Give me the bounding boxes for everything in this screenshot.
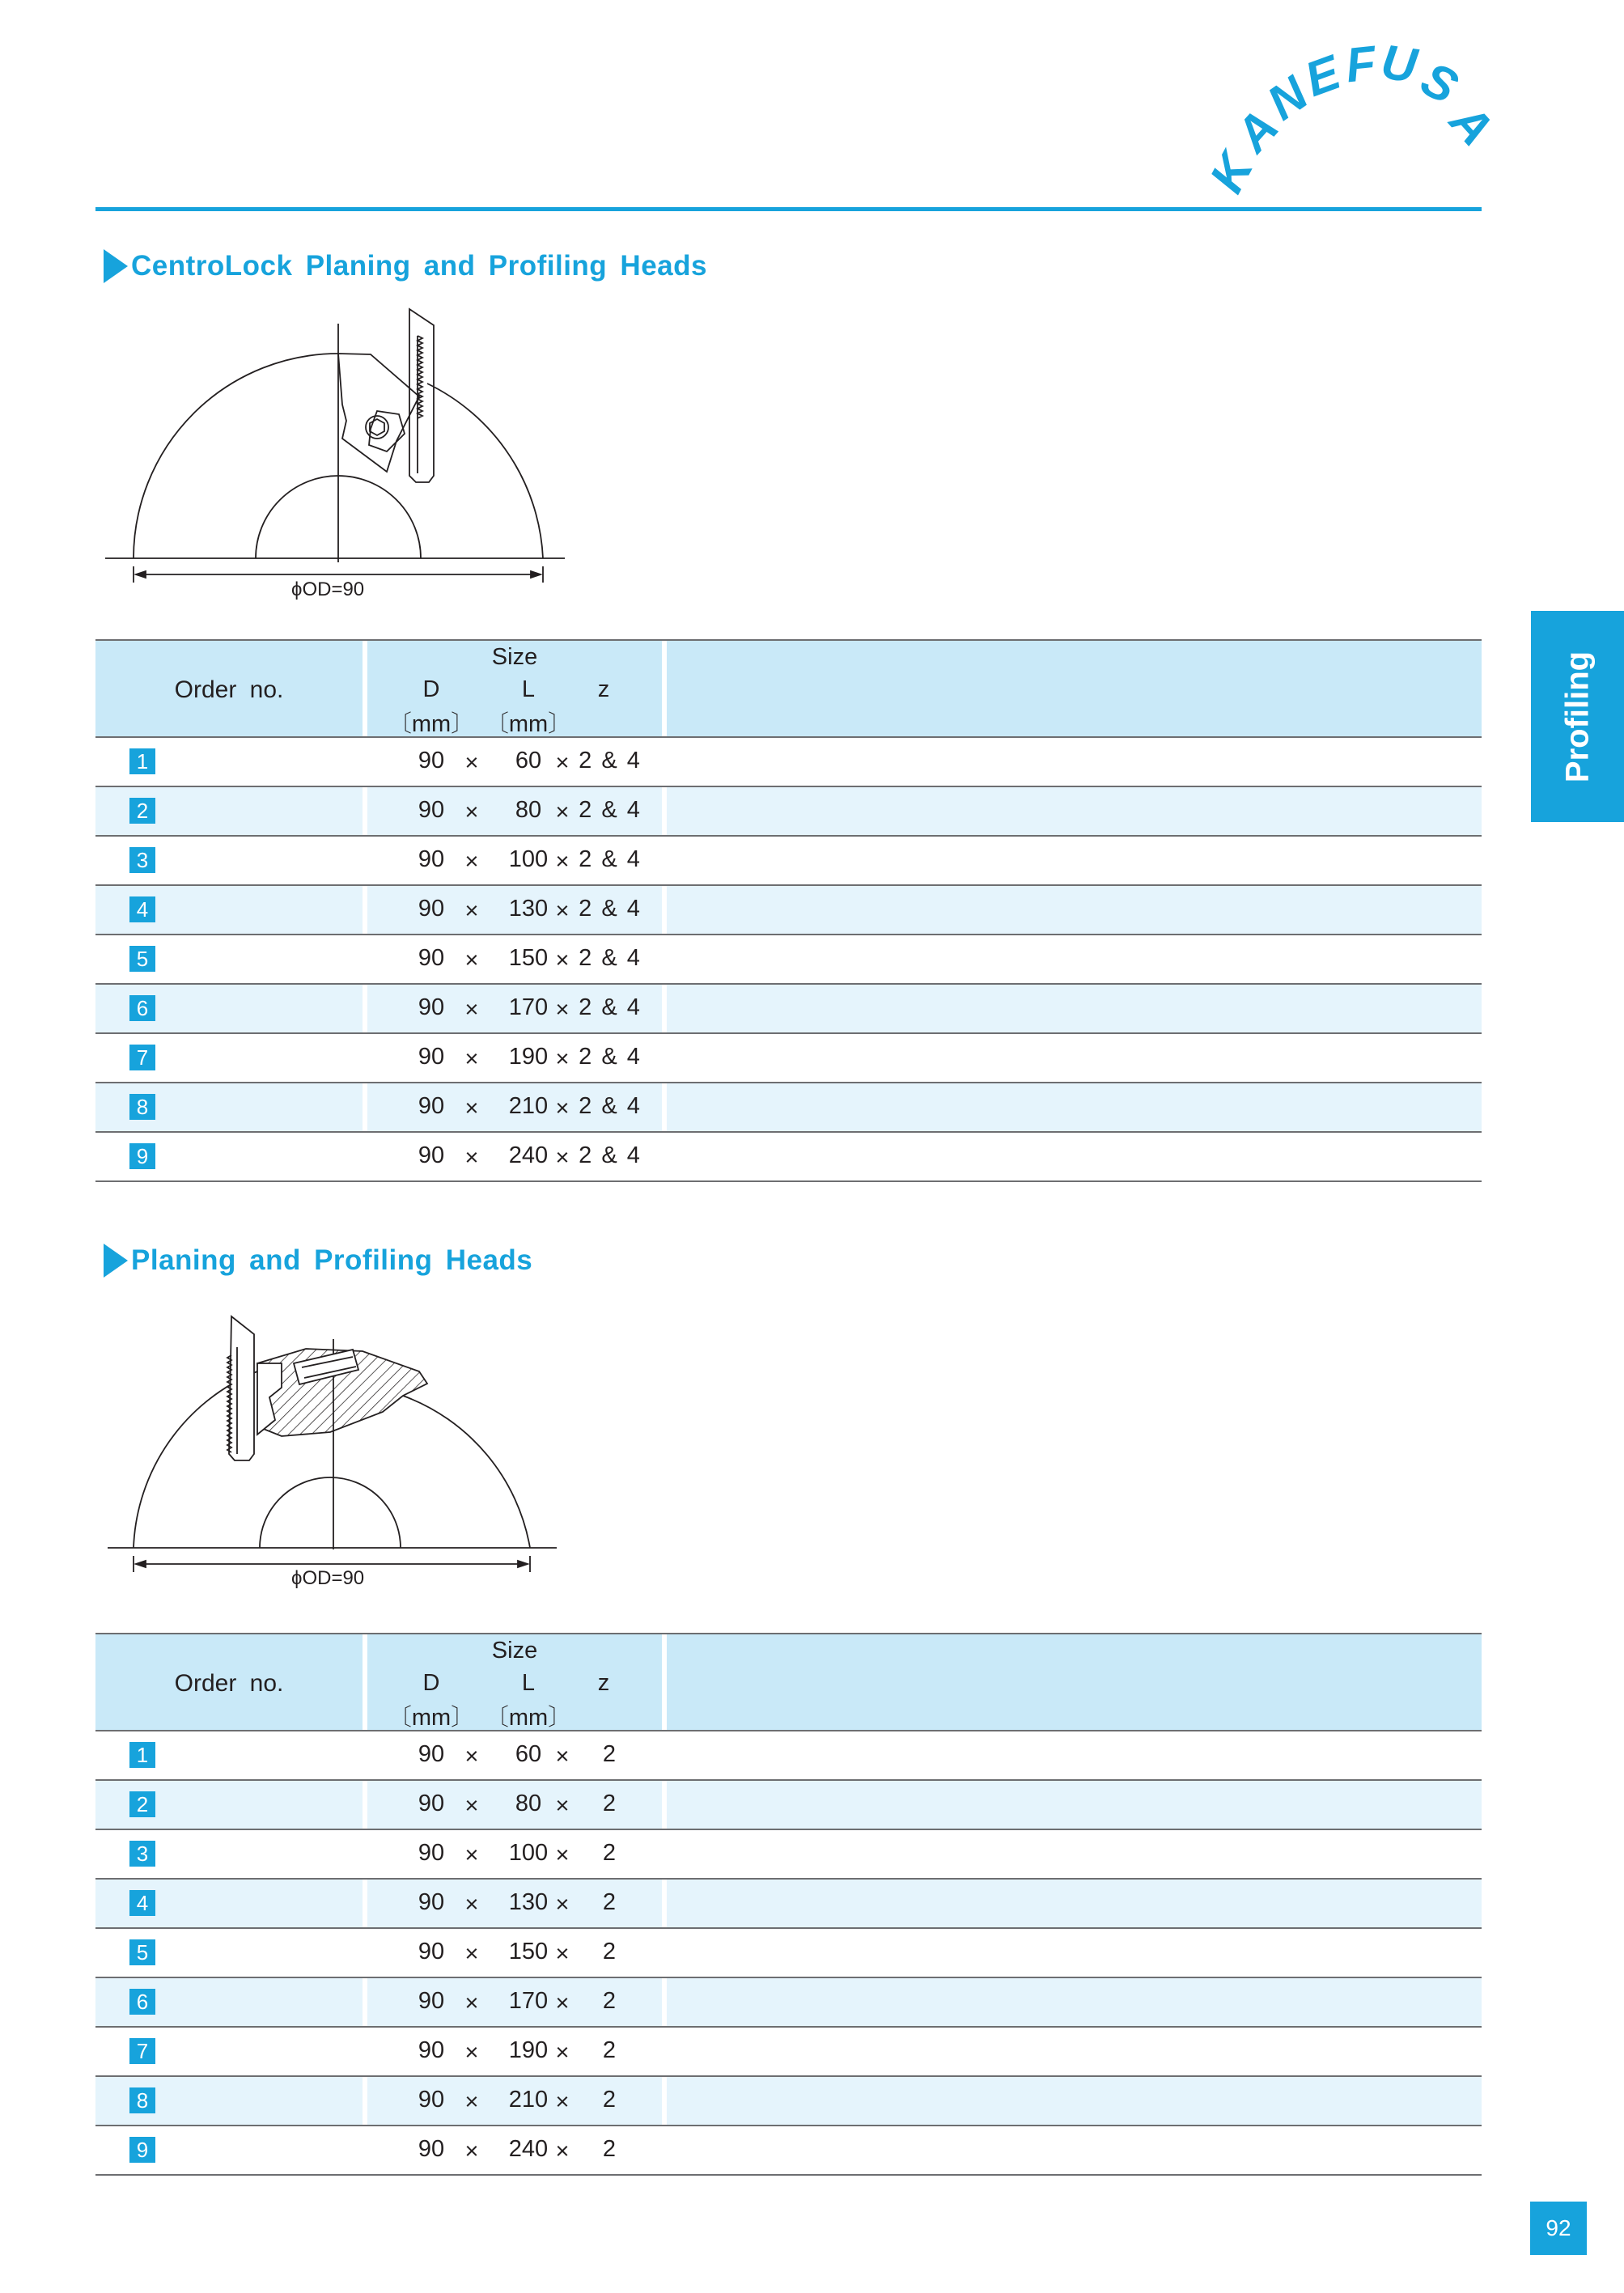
section-title-text: Planing and Profiling Heads [131, 1244, 533, 1276]
order-number-badge: 1 [129, 748, 155, 774]
table-row [95, 985, 1482, 1034]
header-l: L [521, 1670, 536, 1696]
table-body [95, 1731, 1482, 2176]
times-sign: × [555, 2138, 570, 2164]
order-number-badge: 2 [129, 798, 155, 824]
times-sign: × [464, 2089, 479, 2115]
times-sign: × [555, 947, 570, 973]
header-size: Size [491, 1638, 538, 1664]
header-unit-d: 〔mm〕 [388, 1705, 475, 1731]
size-l: 100 [508, 1840, 549, 1866]
header-unit-d: 〔mm〕 [388, 711, 475, 737]
times-sign: × [555, 1145, 570, 1171]
table-row [95, 1929, 1482, 1978]
times-sign: × [464, 947, 479, 973]
table-body [95, 738, 1482, 1182]
table-row [95, 886, 1482, 935]
teeth-z: 2 & 4 [579, 797, 640, 823]
times-sign: × [464, 2138, 479, 2164]
order-number-badge: 4 [129, 1890, 155, 1916]
times-sign: × [555, 1096, 570, 1121]
size-l: 210 [508, 2087, 549, 2113]
teeth-z: 2 [602, 1939, 617, 1965]
times-sign: × [464, 799, 479, 825]
teeth-z: 2 [602, 2087, 617, 2113]
svg-text:A: A [1440, 93, 1504, 156]
order-number-badge: 5 [129, 946, 155, 972]
teeth-z: 2 & 4 [579, 1142, 640, 1168]
table-row [95, 1731, 1482, 1781]
times-sign: × [464, 849, 479, 875]
table-row [95, 2028, 1482, 2077]
header-d: D [422, 676, 440, 702]
size-l: 100 [508, 846, 549, 872]
times-sign: × [555, 997, 570, 1023]
size-l: 190 [508, 2037, 549, 2063]
size-d: 90 [418, 1889, 445, 1915]
size-d: 90 [418, 846, 445, 872]
section-title-planing [104, 1244, 532, 1278]
teeth-z: 2 & 4 [579, 846, 640, 872]
order-number-badge: 3 [129, 1841, 155, 1867]
teeth-z: 2 [602, 1840, 617, 1866]
size-d: 90 [418, 994, 445, 1020]
svg-text:U: U [1377, 34, 1421, 93]
header-unit-l: 〔mm〕 [485, 711, 572, 737]
order-number-badge: 9 [129, 1143, 155, 1169]
times-sign: × [555, 1990, 570, 2016]
times-sign: × [464, 1892, 479, 1918]
header-d: D [422, 1670, 440, 1696]
svg-text:A: A [1224, 100, 1289, 163]
size-l: 210 [508, 1093, 549, 1119]
size-d: 90 [418, 1840, 445, 1866]
svg-text:N: N [1257, 66, 1318, 131]
times-sign: × [464, 997, 479, 1023]
times-sign: × [555, 750, 570, 776]
order-number-badge: 4 [129, 896, 155, 922]
table-row [95, 935, 1482, 985]
svg-text:K: K [1198, 144, 1264, 201]
times-sign: × [555, 898, 570, 924]
header-size: Size [491, 644, 538, 670]
size-d: 90 [418, 1988, 445, 2014]
size-l: 150 [508, 1939, 549, 1965]
size-d: 90 [418, 1093, 445, 1119]
triangle-bullet-icon [104, 1244, 128, 1278]
table-row [95, 1133, 1482, 1182]
times-sign: × [464, 1842, 479, 1868]
times-sign: × [555, 2040, 570, 2066]
table-row [95, 837, 1482, 886]
header-unit-l: 〔mm〕 [485, 1705, 572, 1731]
times-sign: × [555, 1941, 570, 1967]
centrolock-order-table [95, 639, 1482, 1182]
size-l: 240 [508, 1142, 549, 1168]
order-number-badge: 8 [129, 2087, 155, 2113]
size-d: 90 [418, 1741, 445, 1767]
times-sign: × [464, 1990, 479, 2016]
table-row [95, 1978, 1482, 2028]
size-d: 90 [418, 2087, 445, 2113]
times-sign: × [555, 1793, 570, 1819]
size-l: 80 [515, 1791, 542, 1816]
dimension-label: ϕOD=90 [291, 579, 365, 600]
planing-order-table [95, 1633, 1482, 2176]
teeth-z: 2 & 4 [579, 994, 640, 1020]
times-sign: × [555, 799, 570, 825]
table-header [95, 639, 1482, 738]
size-l: 190 [508, 1044, 549, 1070]
times-sign: × [464, 898, 479, 924]
table-row [95, 2126, 1482, 2176]
teeth-z: 2 [602, 1988, 617, 2014]
size-l: 130 [508, 1889, 549, 1915]
table-row [95, 1034, 1482, 1083]
order-number-badge: 9 [129, 2137, 155, 2163]
size-d: 90 [418, 896, 445, 922]
svg-text:E: E [1298, 45, 1347, 108]
teeth-z: 2 & 4 [579, 748, 640, 774]
kanefusa-logo [1198, 34, 1513, 202]
size-d: 90 [418, 1939, 445, 1965]
section-title-text: CentroLock Planing and Profiling Heads [131, 250, 707, 282]
table-header [95, 1633, 1482, 1731]
teeth-z: 2 & 4 [579, 1044, 640, 1070]
times-sign: × [555, 1892, 570, 1918]
size-d: 90 [418, 2037, 445, 2063]
order-number-badge: 2 [129, 1791, 155, 1817]
svg-text:F: F [1342, 36, 1379, 93]
order-number-badge: 8 [129, 1094, 155, 1120]
section-title-centrolock [104, 249, 707, 283]
size-l: 80 [515, 797, 542, 823]
times-sign: × [555, 1744, 570, 1770]
times-sign: × [555, 1046, 570, 1072]
triangle-bullet-icon [104, 249, 128, 283]
header-z: z [597, 676, 610, 702]
size-d: 90 [418, 1142, 445, 1168]
size-d: 90 [418, 748, 445, 774]
times-sign: × [555, 2089, 570, 2115]
centrolock-head-diagram [95, 299, 581, 591]
teeth-z: 2 & 4 [579, 896, 640, 922]
table-row [95, 787, 1482, 837]
size-d: 90 [418, 797, 445, 823]
svg-text:S: S [1412, 51, 1467, 115]
size-l: 60 [515, 748, 542, 774]
teeth-z: 2 [602, 2136, 617, 2162]
teeth-z: 2 [602, 1791, 617, 1816]
size-l: 170 [508, 994, 549, 1020]
size-d: 90 [418, 1791, 445, 1816]
order-number-badge: 1 [129, 1742, 155, 1768]
header-z: z [597, 1670, 610, 1696]
teeth-z: 2 [602, 1889, 617, 1915]
size-d: 90 [418, 945, 445, 971]
times-sign: × [464, 1744, 479, 1770]
dimension-label: ϕOD=90 [291, 1567, 365, 1589]
times-sign: × [464, 1793, 479, 1819]
order-number-badge: 7 [129, 1045, 155, 1070]
size-l: 170 [508, 1988, 549, 2014]
table-row [95, 2077, 1482, 2126]
size-l: 240 [508, 2136, 549, 2162]
size-l: 150 [508, 945, 549, 971]
side-tab-profiling [1531, 611, 1624, 822]
teeth-z: 2 & 4 [579, 1093, 640, 1119]
order-number-badge: 5 [129, 1939, 155, 1965]
table-row [95, 1083, 1482, 1133]
header-l: L [521, 676, 536, 702]
order-number-badge: 6 [129, 1989, 155, 2015]
size-l: 60 [515, 1741, 542, 1767]
teeth-z: 2 [602, 1741, 617, 1767]
header-order-no: Order no. [174, 676, 284, 703]
planing-head-diagram [95, 1307, 581, 1598]
size-d: 90 [418, 1044, 445, 1070]
table-row [95, 1830, 1482, 1880]
teeth-z: 2 & 4 [579, 945, 640, 971]
table-row [95, 1880, 1482, 1929]
times-sign: × [464, 1145, 479, 1171]
table-row [95, 738, 1482, 787]
header-rule [95, 207, 1482, 211]
times-sign: × [464, 2040, 479, 2066]
times-sign: × [464, 750, 479, 776]
order-number-badge: 7 [129, 2038, 155, 2064]
header-order-no: Order no. [174, 1670, 284, 1697]
order-number-badge: 6 [129, 995, 155, 1021]
page-number: 92 [1530, 2202, 1587, 2255]
times-sign: × [464, 1096, 479, 1121]
size-d: 90 [418, 2136, 445, 2162]
times-sign: × [464, 1046, 479, 1072]
table-row [95, 1781, 1482, 1830]
size-l: 130 [508, 896, 549, 922]
teeth-z: 2 [602, 2037, 617, 2063]
times-sign: × [464, 1941, 479, 1967]
times-sign: × [555, 849, 570, 875]
times-sign: × [555, 1842, 570, 1868]
order-number-badge: 3 [129, 847, 155, 873]
side-tab-label: Profiling [1559, 651, 1595, 782]
